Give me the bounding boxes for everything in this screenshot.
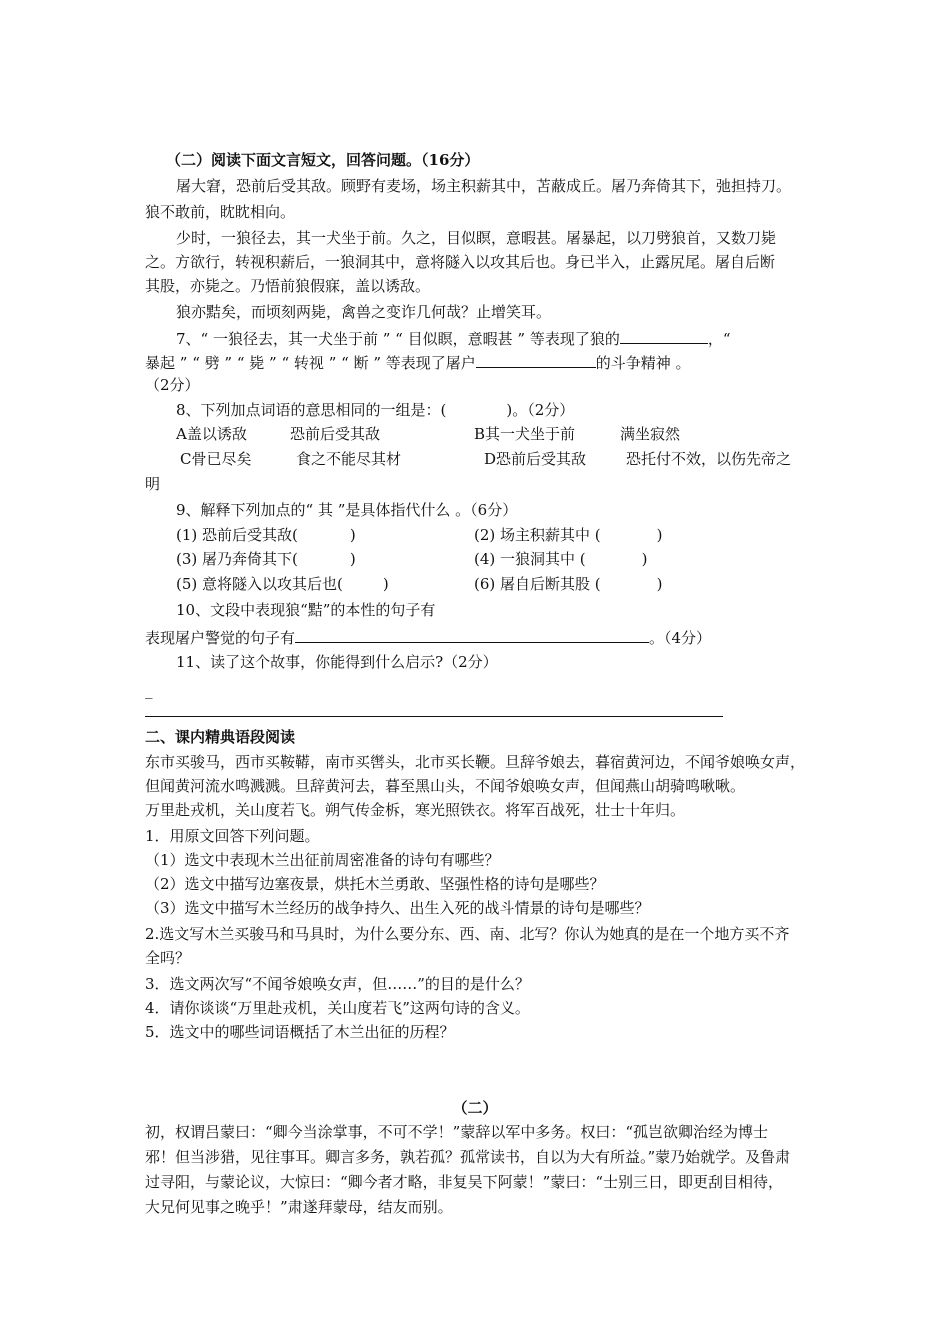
question-10-line2 (145, 626, 711, 648)
passage-line: 初，权谓吕蒙曰：“卿今当涂掌事，不可不学！”蒙辞以军中多务。权曰：“孤岂欲卿治经为博士 (145, 1123, 769, 1141)
passage-line: 过寻阳，与蒙论议，大惊曰：“卿今者才略，非复吴下阿蒙！”蒙曰：“士别三日，即更刮目相待， (145, 1173, 784, 1191)
close-paren: ) (382, 575, 389, 593)
q9-item-text: (1) 恐前后受其敌( (176, 526, 298, 544)
question-9: 9、解释下列加点的“ 其 ”是具体指代什么 。（6分） (176, 501, 518, 519)
close-paren: ) (349, 526, 356, 544)
passage-line: 狼亦黠矣，而顷刻两毙，禽兽之变诈几何哉？止增笑耳。 (176, 303, 552, 321)
question-8-text: 8、下列加点词语的意思相同的一组是：( (176, 401, 447, 419)
section-b-title: 二、课内精典语段阅读 (145, 728, 296, 746)
q9-item-5 (176, 574, 389, 594)
q9-item-4 (474, 549, 648, 569)
close-paren: ) (641, 550, 648, 568)
question-1-2: （2）选文中描写边塞夜景，烘托木兰勇敢、坚强性格的诗句是哪些？ (145, 875, 605, 893)
question-10-text: 表现屠户警觉的句子有 (145, 629, 296, 647)
answer-line[interactable] (145, 716, 723, 717)
close-paren: ) (349, 550, 356, 568)
question-11: 11、读了这个故事，你能得到什么启示?（2分） (176, 653, 498, 671)
poem-line: 东市买骏马，西市买鞍鞯，南市买辔头，北市买长鞭。旦辞爷娘去，暮宿黄河边，不闻爷娘唤女声， (145, 753, 806, 771)
option-a: A盖以诱敌 (176, 425, 247, 443)
q9-item-text: (3) 屠乃奔倚其下( (176, 550, 298, 568)
close-paren: ) (656, 526, 663, 544)
q9-item-6 (474, 574, 663, 594)
question-7-text: 暴起 ” “ 劈 ” “ 毙 ” “ 转视 ” “ 断 ” 等表现了屠户 (145, 354, 476, 372)
q9-item-text: (4) 一狼洞其中 ( (474, 550, 586, 568)
question-5: 5．选文中的哪些词语概括了木兰出征的历程？ (145, 1023, 455, 1041)
question-7-line2 (145, 351, 691, 373)
answer-underscore[interactable]: _ (145, 681, 153, 699)
question-7-text: ，“ (707, 330, 731, 348)
q9-item-3 (176, 549, 356, 569)
answer-blank[interactable] (620, 327, 708, 344)
question-7-text: 的斗争精神 。 (595, 354, 691, 372)
poem-line: 万里赴戎机，关山度若飞。朔气传金柝，寒光照铁衣。将军百战死，壮士十年归。 (145, 801, 686, 819)
question-8-text: )。（2分） (506, 401, 575, 419)
option-a-compare: 恐前后受其敌 (290, 425, 381, 443)
question-8 (176, 400, 574, 420)
question-1-1: （1）选文中表现木兰出征前周密准备的诗句有哪些？ (145, 851, 500, 869)
section-c-title: （二） (452, 1099, 498, 1117)
passage-line: 少时，一狼径去，其一犬坐于前。久之，目似瞑，意暇甚。屠暴起，以刀劈狼首，又数刀毙 (176, 229, 777, 247)
close-paren: ) (656, 575, 663, 593)
option-b: B其一犬坐于前 (474, 425, 576, 443)
question-1-3: （3）选文中描写木兰经历的战争持久、出生入死的战斗情景的诗句是哪些？ (145, 899, 650, 917)
section-a-title: （二）阅读下面文言短文，回答问题。（16分） (166, 151, 480, 169)
passage-line: 之。方欲行，转视积薪后，一狼洞其中，意将隧入以攻其后也。身已半入，止露尻尾。屠自后断 (145, 253, 776, 271)
option-b-compare: 满坐寂然 (620, 425, 681, 443)
passage-line: 大兄何见事之晚乎！”肃遂拜蒙母，结友而别。 (145, 1198, 453, 1216)
passage-line: 其股，亦毙之。乃悟前狼假寐，盖以诱敌。 (145, 277, 431, 295)
question-2-cont: 全吗？ (145, 949, 191, 967)
passage-line: 屠大窘，恐前后受其敌。顾野有麦场，场主积薪其中，苫蔽成丘。屠乃奔倚其下，弛担持刀。 (176, 177, 792, 195)
q9-item-text: (2) 场主积薪其中 ( (474, 526, 601, 544)
poem-line: 但闻黄河流水鸣溅溅。旦辞黄河去，暮至黑山头，不闻爷娘唤女声，但闻燕山胡骑鸣啾啾。 (145, 777, 746, 795)
option-c: C骨已尽矣 (180, 450, 252, 468)
answer-blank[interactable] (295, 626, 649, 643)
option-d: D恐前后受其敌 (484, 450, 587, 468)
question-10-text: 。（4分） (649, 629, 712, 647)
answer-blank[interactable] (476, 351, 596, 368)
question-10-line1: 10、文段中表现狼“黠”的本性的句子有 (176, 601, 436, 619)
question-2: 2.选文写木兰买骏马和马具时，为什么要分东、西、南、北写？你认为她真的是在一个地方买不齐 (145, 925, 790, 943)
q9-item-text: (5) 意将隧入以攻其后也( (176, 575, 343, 593)
q9-item-2 (474, 525, 663, 545)
passage-line: 狼不敢前，眈眈相向。 (145, 203, 296, 221)
question-7-points: （2分） (145, 376, 200, 394)
question-3: 3．选文两次写“不闻爷娘唤女声，但……”的目的是什么？ (145, 975, 530, 993)
passage-line: 邪！但当涉猎，见往事耳。卿言多务，孰若孤？孤常读书，自以为大有所益。”蒙乃始就学。及鲁肃 (145, 1148, 791, 1166)
question-1: 1．用原文回答下列问题。 (145, 827, 320, 845)
option-c-compare: 食之不能尽其材 (296, 450, 402, 468)
option-d-compare: 恐托付不效，以伤先帝之 (626, 450, 792, 468)
option-d-cont: 明 (145, 475, 161, 493)
question-7-text: 7、“ 一狼径去，其一犬坐于前 ” “ 目似瞑，意暇甚 ” 等表现了狼的 (176, 330, 620, 348)
q9-item-1 (176, 525, 356, 545)
question-4: 4．请你谈谈“万里赴戎机，关山度若飞”这两句诗的含义。 (145, 999, 530, 1017)
question-7-line1 (176, 327, 731, 349)
q9-item-text: (6) 屠自后断其股 ( (474, 575, 601, 593)
